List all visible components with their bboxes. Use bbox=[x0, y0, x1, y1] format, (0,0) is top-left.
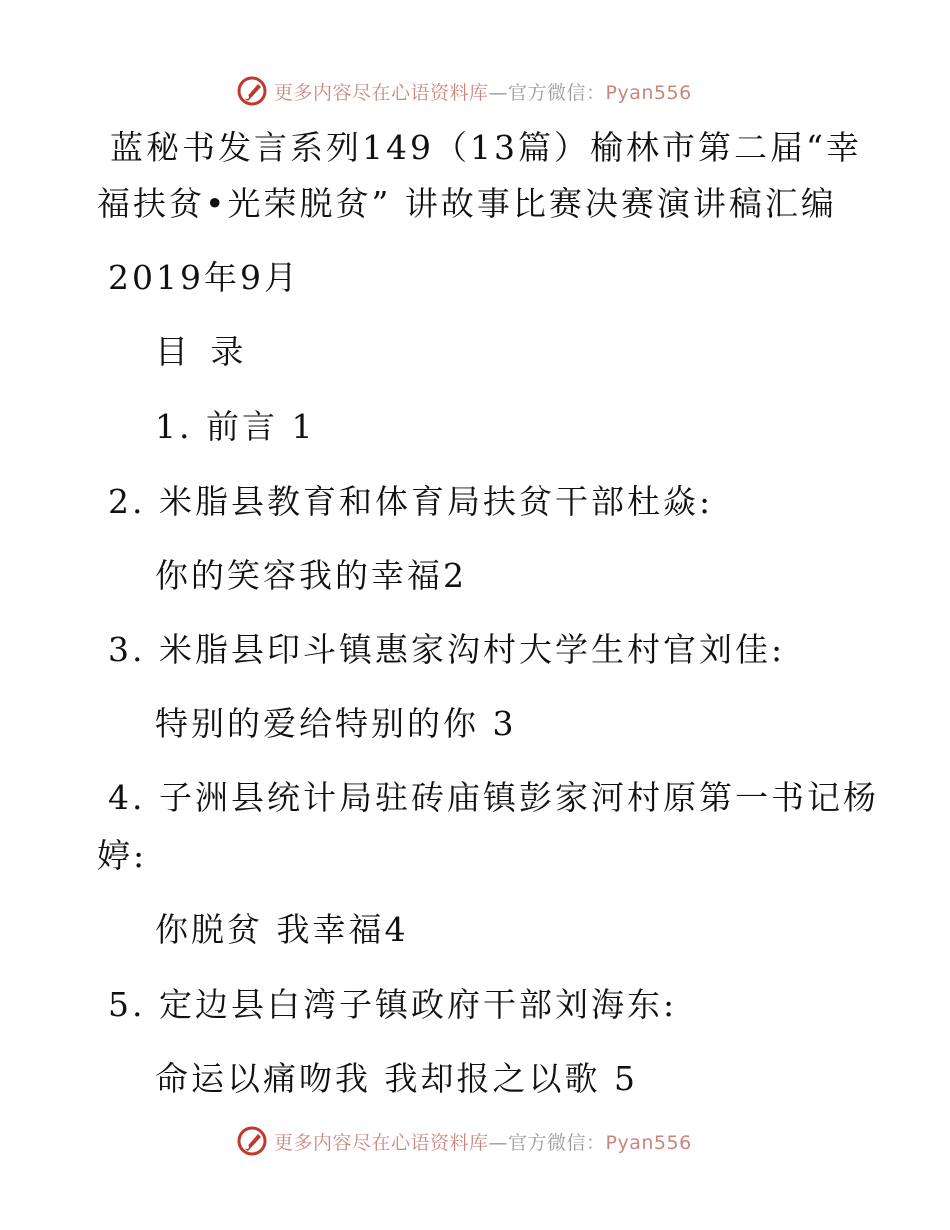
quill-circle-logo-icon bbox=[236, 1125, 268, 1157]
toc-item: 2. 米脂县教育和体育局扶贫干部杜焱: bbox=[108, 482, 714, 521]
watermark-wechat-id: Pyan556 bbox=[605, 1131, 692, 1154]
watermark-wechat-label: 官方微信： bbox=[508, 1131, 606, 1154]
toc-item: 你的笑容我的幸福2 bbox=[155, 556, 467, 595]
toc-item: 婷: bbox=[97, 836, 148, 875]
toc-item: 特别的爱给特别的你 3 bbox=[155, 704, 517, 743]
toc-item: 你脱贫 我幸福4 bbox=[155, 910, 409, 949]
toc-item: 1. 前言 1 bbox=[155, 407, 316, 446]
watermark-wechat-id: Pyan556 bbox=[605, 81, 692, 104]
document-title-line-2: 福扶贫•光荣脱贫” 讲故事比赛决赛演讲稿汇编 bbox=[97, 184, 837, 223]
watermark-text bbox=[274, 78, 692, 105]
watermark-red-text: 更多内容尽在心语资料库 bbox=[274, 81, 489, 104]
watermark-text bbox=[274, 1128, 692, 1155]
toc-item: 4. 子洲县统计局驻砖庙镇彭家河村原第一书记杨 bbox=[108, 778, 879, 817]
document-date: 2019年9月 bbox=[108, 258, 300, 297]
toc-item: 5. 定边县白湾子镇政府干部刘海东: bbox=[108, 985, 678, 1024]
quill-circle-logo-icon bbox=[236, 75, 268, 107]
watermark-wechat-label: 官方微信： bbox=[508, 81, 606, 104]
header-watermark bbox=[236, 74, 692, 108]
watermark-dash: — bbox=[488, 81, 509, 104]
footer-watermark bbox=[236, 1124, 692, 1158]
document-title-line-1: 蓝秘书发言系列149（13篇）榆林市第二届“幸 bbox=[110, 128, 862, 167]
toc-item: 3. 米脂县印斗镇惠家沟村大学生村官刘佳: bbox=[108, 630, 786, 669]
watermark-red-text: 更多内容尽在心语资料库 bbox=[274, 1131, 489, 1154]
watermark-dash: — bbox=[488, 1131, 509, 1154]
toc-item: 命运以痛吻我 我却报之以歌 5 bbox=[155, 1059, 638, 1098]
toc-heading: 目 录 bbox=[155, 332, 250, 371]
